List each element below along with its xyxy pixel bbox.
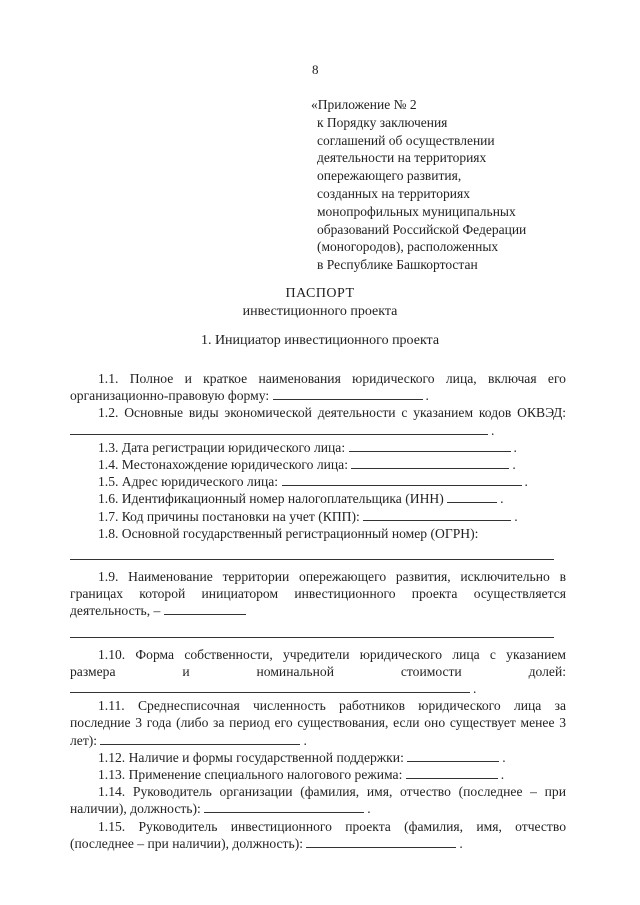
blank-field[interactable] bbox=[70, 680, 470, 693]
item-text: Местонахождение юридического лица: bbox=[121, 457, 348, 473]
item-text: Среднесписочная численность работников юридического лица за последние 3 года (либо за период его существования, если оно существует менее 3 лет): bbox=[70, 698, 566, 748]
annex-line: созданных на территориях bbox=[317, 185, 470, 201]
form-item-1-15: 1.15. Руководитель инвестиционного проекта (фамилия, имя, отчество (последнее – при наличии), должность): . bbox=[70, 818, 566, 851]
title-subtitle: инвестиционного проекта bbox=[242, 304, 398, 319]
item-number: 1.15. bbox=[98, 818, 126, 834]
item-text: Руководитель организации (фамилия, имя, отчество (последнее – при наличии), должность): bbox=[70, 784, 567, 817]
document-title bbox=[0, 286, 640, 320]
form-item-1-14: 1.14. Руководитель организации (фамилия, имя, отчество (последнее – при наличии), должность): . bbox=[70, 784, 567, 817]
blank-field[interactable] bbox=[100, 732, 300, 745]
title-main: ПАСПОРТ bbox=[285, 286, 355, 301]
section-heading: 1. Инициатор инвестиционного проекта bbox=[200, 333, 440, 348]
form-item-1-9 bbox=[70, 568, 566, 638]
form-item-1-11: 1.11. Среднесписочная численность работников юридического лица за последние 3 года (либо за период его существования, если оно существует менее 3 лет): . bbox=[70, 698, 566, 748]
form-item-1-12: 1.12. Наличие и формы государственной поддержки: . bbox=[70, 749, 566, 766]
item-number: 1.10. bbox=[98, 646, 126, 662]
item-text: Код причины постановки на учет (КПП): bbox=[121, 508, 360, 524]
item-number: 1.9. bbox=[98, 569, 119, 585]
blank-field[interactable] bbox=[306, 835, 456, 848]
item-number: 1.14. bbox=[98, 784, 126, 800]
form-item-1-4: 1.4. Местонахождение юридического лица: . bbox=[70, 456, 566, 473]
blank-field[interactable] bbox=[70, 623, 554, 638]
item-number: 1.13. bbox=[98, 767, 126, 783]
blank-field[interactable] bbox=[204, 800, 364, 813]
blank-field[interactable] bbox=[351, 456, 509, 469]
blank-field[interactable] bbox=[363, 508, 511, 521]
blank-field[interactable] bbox=[407, 749, 499, 762]
page-number: 8 bbox=[312, 62, 319, 77]
item-number: 1.1. bbox=[98, 371, 119, 386]
annex-line: соглашений об осуществлении bbox=[317, 132, 495, 148]
item-number: 1.2. bbox=[98, 405, 119, 421]
item-number: 1.11. bbox=[98, 698, 125, 714]
item-text: Применение специального налогового режима: bbox=[128, 767, 403, 783]
blank-field[interactable] bbox=[282, 473, 522, 486]
item-number: 1.3. bbox=[98, 439, 119, 455]
item-text: Дата регистрации юридического лица: bbox=[121, 439, 346, 455]
item-number: 1.8. bbox=[98, 525, 119, 541]
form-item-1-5: 1.5. Адрес юридического лица: . bbox=[70, 473, 566, 490]
blank-field[interactable] bbox=[70, 545, 554, 560]
blank-field[interactable] bbox=[273, 387, 423, 400]
annex-line: деятельности на территориях bbox=[317, 150, 487, 166]
form-item-1-1: 1.1. Полное и краткое наименования юридического лица, включая его организационно-правовую форму: . bbox=[70, 371, 566, 404]
form-item-1-2: 1.2. Основные виды экономической деятельности с указанием кодов ОКВЭД: . bbox=[70, 404, 566, 438]
form-item-1-13: 1.13. Применение специального налогового режима: . bbox=[70, 766, 566, 783]
annex-line: монопрофильных муниципальных bbox=[317, 203, 516, 219]
annex-line: (моногородов), расположенных bbox=[317, 239, 499, 255]
item-number: 1.6. bbox=[98, 491, 119, 507]
annex-header bbox=[311, 96, 527, 274]
item-text: Основные виды экономической деятельности с указанием кодов ОКВЭД: bbox=[124, 405, 566, 421]
annex-line: в Республике Башкортостан bbox=[317, 257, 478, 273]
form-item-1-10: 1.10. Форма собственности, учредители юридического лица с указанием размера и номинальной стоимости долей: . bbox=[70, 646, 566, 697]
item-text: Наименование территории опережающего развития, исключительно в границах которой инициатором инвестиционного проекта осуществляется деятельность, – bbox=[70, 569, 566, 619]
item-text: Руководитель инвестиционного проекта (фамилия, имя, отчество (последнее – при наличии), должность): bbox=[70, 818, 566, 851]
item-text: Основной государственный регистрационный номер (ОГРН): bbox=[121, 525, 479, 541]
form-item-1-7: 1.7. Код причины постановки на учет (КПП): . bbox=[70, 508, 566, 525]
item-text: Форма собственности, учредители юридического лица с указанием размера и номинальной стоимости долей: bbox=[70, 646, 566, 679]
annex-line: к Порядку заключения bbox=[317, 114, 448, 130]
item-text: Идентификационный номер налогоплательщика (ИНН) bbox=[121, 491, 444, 507]
blank-field[interactable] bbox=[447, 490, 497, 503]
blank-field[interactable] bbox=[349, 439, 511, 452]
annex-line: образований Российской Федерации bbox=[317, 221, 527, 237]
form-item-1-6: 1.6. Идентификационный номер налогоплательщика (ИНН) . bbox=[70, 490, 566, 507]
item-number: 1.5. bbox=[98, 474, 119, 490]
blank-field[interactable] bbox=[70, 422, 488, 435]
blank-field[interactable] bbox=[406, 766, 498, 779]
item-number: 1.12. bbox=[98, 749, 126, 765]
form-item-1-8 bbox=[70, 525, 566, 560]
item-text: Адрес юридического лица: bbox=[121, 474, 279, 490]
item-text: Наличие и формы государственной поддержки: bbox=[128, 749, 404, 765]
form-items bbox=[70, 370, 566, 852]
annex-line: опережающего развития, bbox=[317, 168, 462, 184]
item-text: Полное и краткое наименования юридического лица, включая его организационно-правовую форму: bbox=[70, 371, 566, 404]
item-number: 1.4. bbox=[98, 457, 119, 473]
item-number: 1.7. bbox=[98, 508, 119, 524]
blank-field[interactable] bbox=[164, 602, 246, 615]
annex-line: «Приложение № 2 bbox=[311, 97, 417, 112]
form-item-1-3: 1.3. Дата регистрации юридического лица: . bbox=[70, 439, 566, 456]
